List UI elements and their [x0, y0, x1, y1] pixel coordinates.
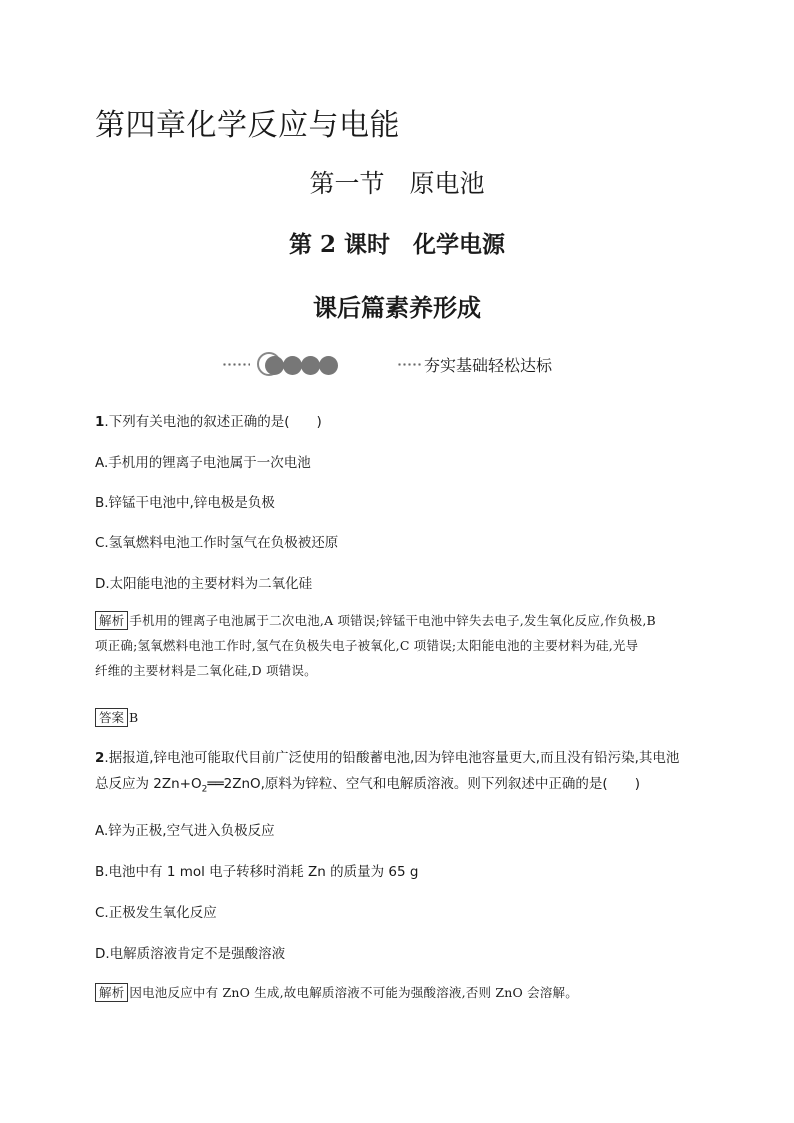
q1-option-a: A.手机用的锂离子电池属于一次电池: [95, 455, 311, 471]
dotted-line-right: [397, 363, 423, 366]
question-2-stem: 2.据报道,锌电池可能取代目前广泛使用的铅酸蓄电池,因为锌电池容量更大,而且没有铅污染,其电池 总反应为 $2Zn+O_2══2ZnO$,原料为锌粒、空气和电解质溶液。则下列叙述中正确的是( ): [95, 750, 680, 795]
section-band: [222, 350, 582, 378]
after-class-title: 课后篇素养形成: [313, 293, 481, 322]
q2-option-c: C.正极发生氧化反应: [95, 905, 217, 921]
q1-option-b: B.锌锰干电池中,锌电极是负极: [95, 495, 275, 511]
band-text: 夯实基础轻松达标: [424, 356, 553, 375]
q2-analysis: 解析 因电池反应中有 ZnO 生成,故电解质溶液不可能为强酸溶液,否则 ZnO 会溶解。: [95, 980, 707, 1005]
q2-option-a: A.锌为正极,空气进入负极反应: [95, 823, 275, 839]
q2-option-b: B.电池中有 1 mol 电子转移时消耗 Zn 的质量为 65 g: [95, 864, 419, 880]
q1-answer: 答案 B: [95, 708, 138, 727]
question-2-number: 2: [95, 750, 105, 766]
ball-icon: [265, 356, 284, 375]
question-1-stem: 1.下列有关电池的叙述正确的是( ): [95, 414, 322, 430]
q1-option-d: D.太阳能电池的主要材料为二氧化硅: [95, 576, 313, 592]
dotted-line-left: [222, 363, 250, 366]
q2-option-d: D.电解质溶液肯定不是强酸溶液: [95, 946, 286, 962]
lesson-title: 第 2 课时 化学电源: [288, 231, 506, 258]
ball-icon: [301, 356, 320, 375]
circle-decoration: [257, 352, 357, 376]
question-1-number: 1: [95, 414, 105, 430]
answer-tag: 答案: [95, 708, 128, 727]
ball-icon: [283, 356, 302, 375]
analysis-tag: 解析: [95, 611, 128, 630]
analysis-tag: 解析: [95, 983, 128, 1002]
q1-option-c: C.氢氧燃料电池工作时氢气在负极被还原: [95, 535, 339, 551]
q1-analysis: 解析 手机用的锂离子电池属于二次电池,A 项错误;锌锰干电池中锌失去电子,发生氧化反应,作负极,B 项正确;氢氧燃料电池工作时,氢气在负极失电子被氧化,C 项错误;太阳能电池的主要材料为硅,光导 纤维的主要材料是二氧化硅,D 项错误。: [95, 613, 656, 678]
ball-icon: [319, 356, 338, 375]
chapter-title: 第四章化学反应与电能: [95, 108, 400, 143]
section-title: 第一节 原电池: [309, 169, 485, 198]
